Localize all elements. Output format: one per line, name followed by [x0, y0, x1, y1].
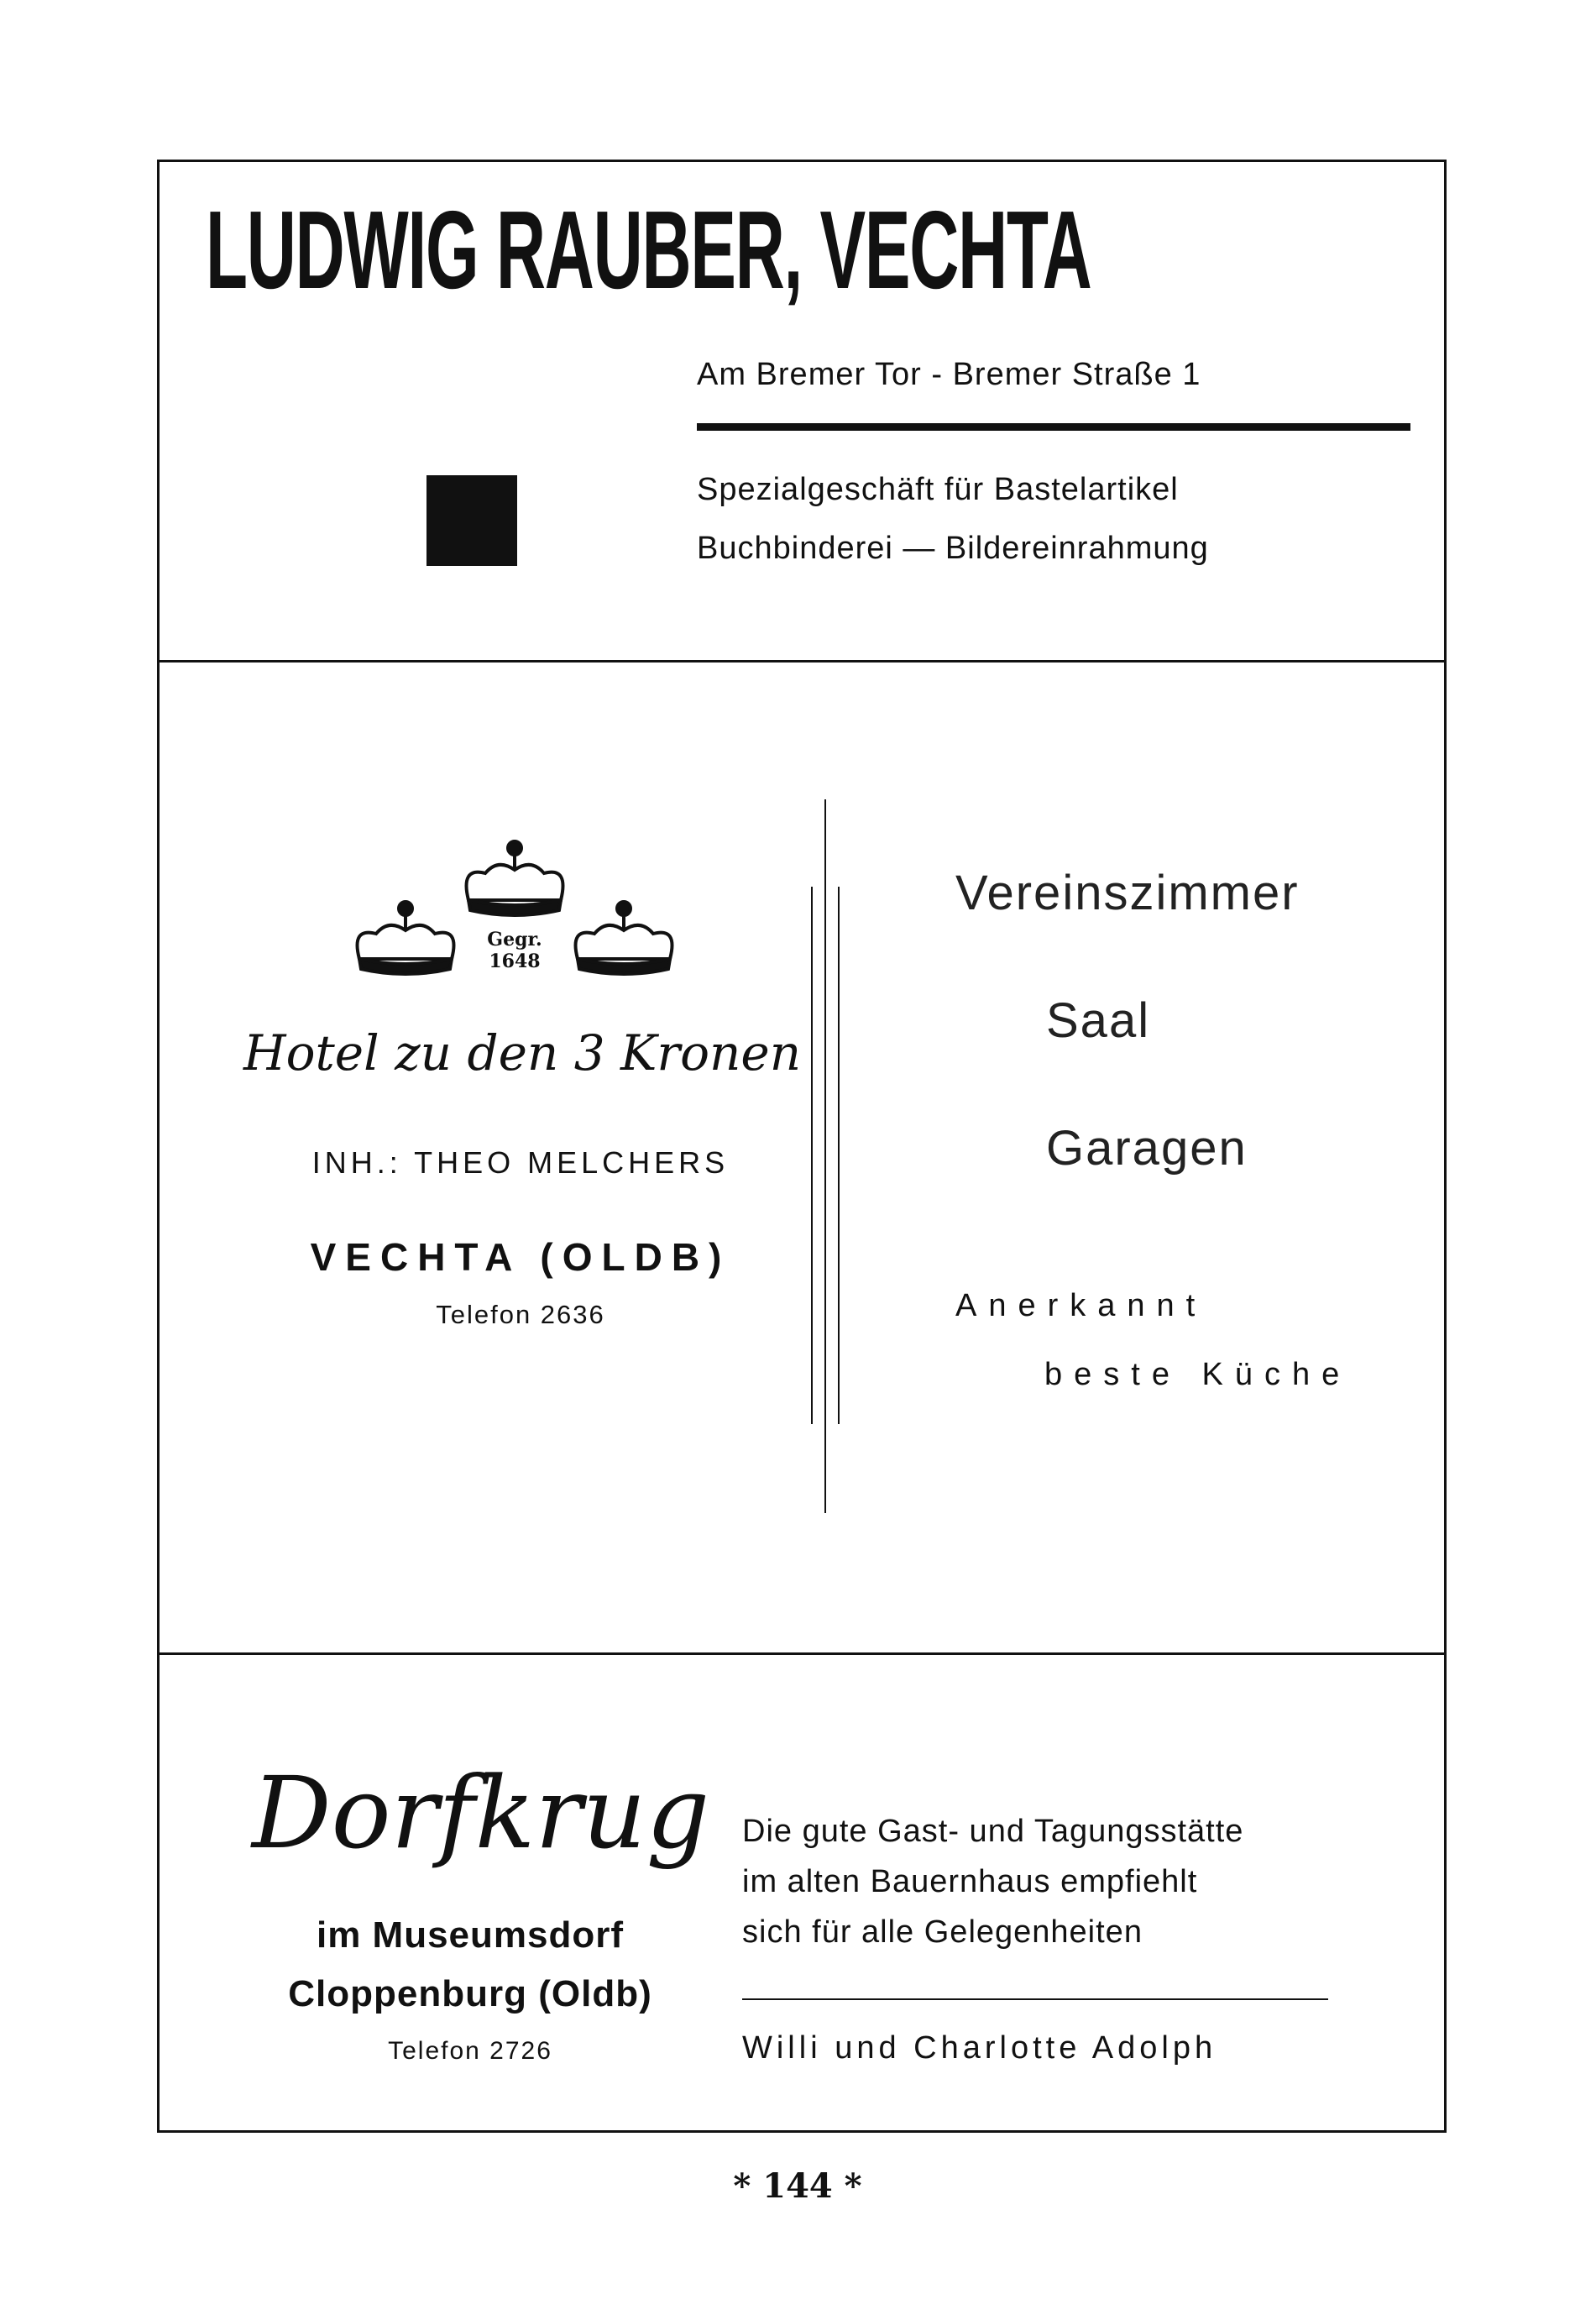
section-divider: [157, 1652, 1447, 1655]
dorfkrug-description-line: Die gute Gast- und Tagungsstätte: [742, 1814, 1244, 1849]
dorfkrug-owners: Willi und Charlotte Adolph: [742, 2030, 1217, 2066]
quality-line: beste Küche: [1044, 1357, 1352, 1392]
dorfkrug-phone: Telefon 2726: [388, 2037, 552, 2065]
black-square-mark: [426, 475, 517, 566]
amenity-item: Saal: [1046, 993, 1151, 1048]
rauber-services: Buchbinderei — Bildereinrahmung: [697, 531, 1209, 566]
hotel-city: VECHTA (OLDB): [310, 1235, 731, 1279]
dorfkrug-city: Cloppenburg (Oldb): [288, 1973, 652, 2014]
crest-founded-label: Gegr.: [487, 929, 542, 951]
dorfkrug-description-line: im alten Bauernhaus empfiehlt: [742, 1864, 1198, 1899]
crown-icon: [467, 841, 563, 915]
vertical-rule: [824, 799, 826, 1513]
vertical-rule: [811, 887, 813, 1424]
crest-founded-year: 1648: [489, 951, 541, 972]
vertical-rule: [838, 887, 840, 1424]
hotel-owner: INH.: THEO MELCHERS: [311, 1145, 730, 1180]
dorfkrug-logo-text: Dorfkrug: [252, 1755, 710, 1871]
dorfkrug-rule: [742, 1998, 1328, 2000]
quality-line: Anerkannt: [955, 1288, 1207, 1323]
section-divider: [157, 660, 1447, 662]
dorfkrug-description-line: sich für alle Gelegenheiten: [742, 1914, 1143, 1950]
rauber-rule: [697, 423, 1410, 431]
rauber-specialty: Spezialgeschäft für Bastelartikel: [697, 472, 1179, 507]
hotel-phone: Telefon 2636: [436, 1300, 605, 1329]
crown-icon: [358, 902, 454, 974]
amenity-item: Garagen: [1046, 1121, 1248, 1176]
amenity-item: Vereinszimmer: [955, 866, 1300, 920]
page-number: * 144 *: [733, 2166, 862, 2206]
dorfkrug-location: im Museumsdorf: [316, 1914, 625, 1956]
hotel-name: Hotel zu den 3 Kronen: [243, 1024, 802, 1081]
rauber-address: Am Bremer Tor - Bremer Straße 1: [697, 357, 1201, 392]
three-crowns-logo: [351, 833, 678, 1009]
crown-icon: [576, 902, 672, 974]
rauber-title: LUDWIG RAUBER, VECHTA: [206, 188, 1091, 312]
